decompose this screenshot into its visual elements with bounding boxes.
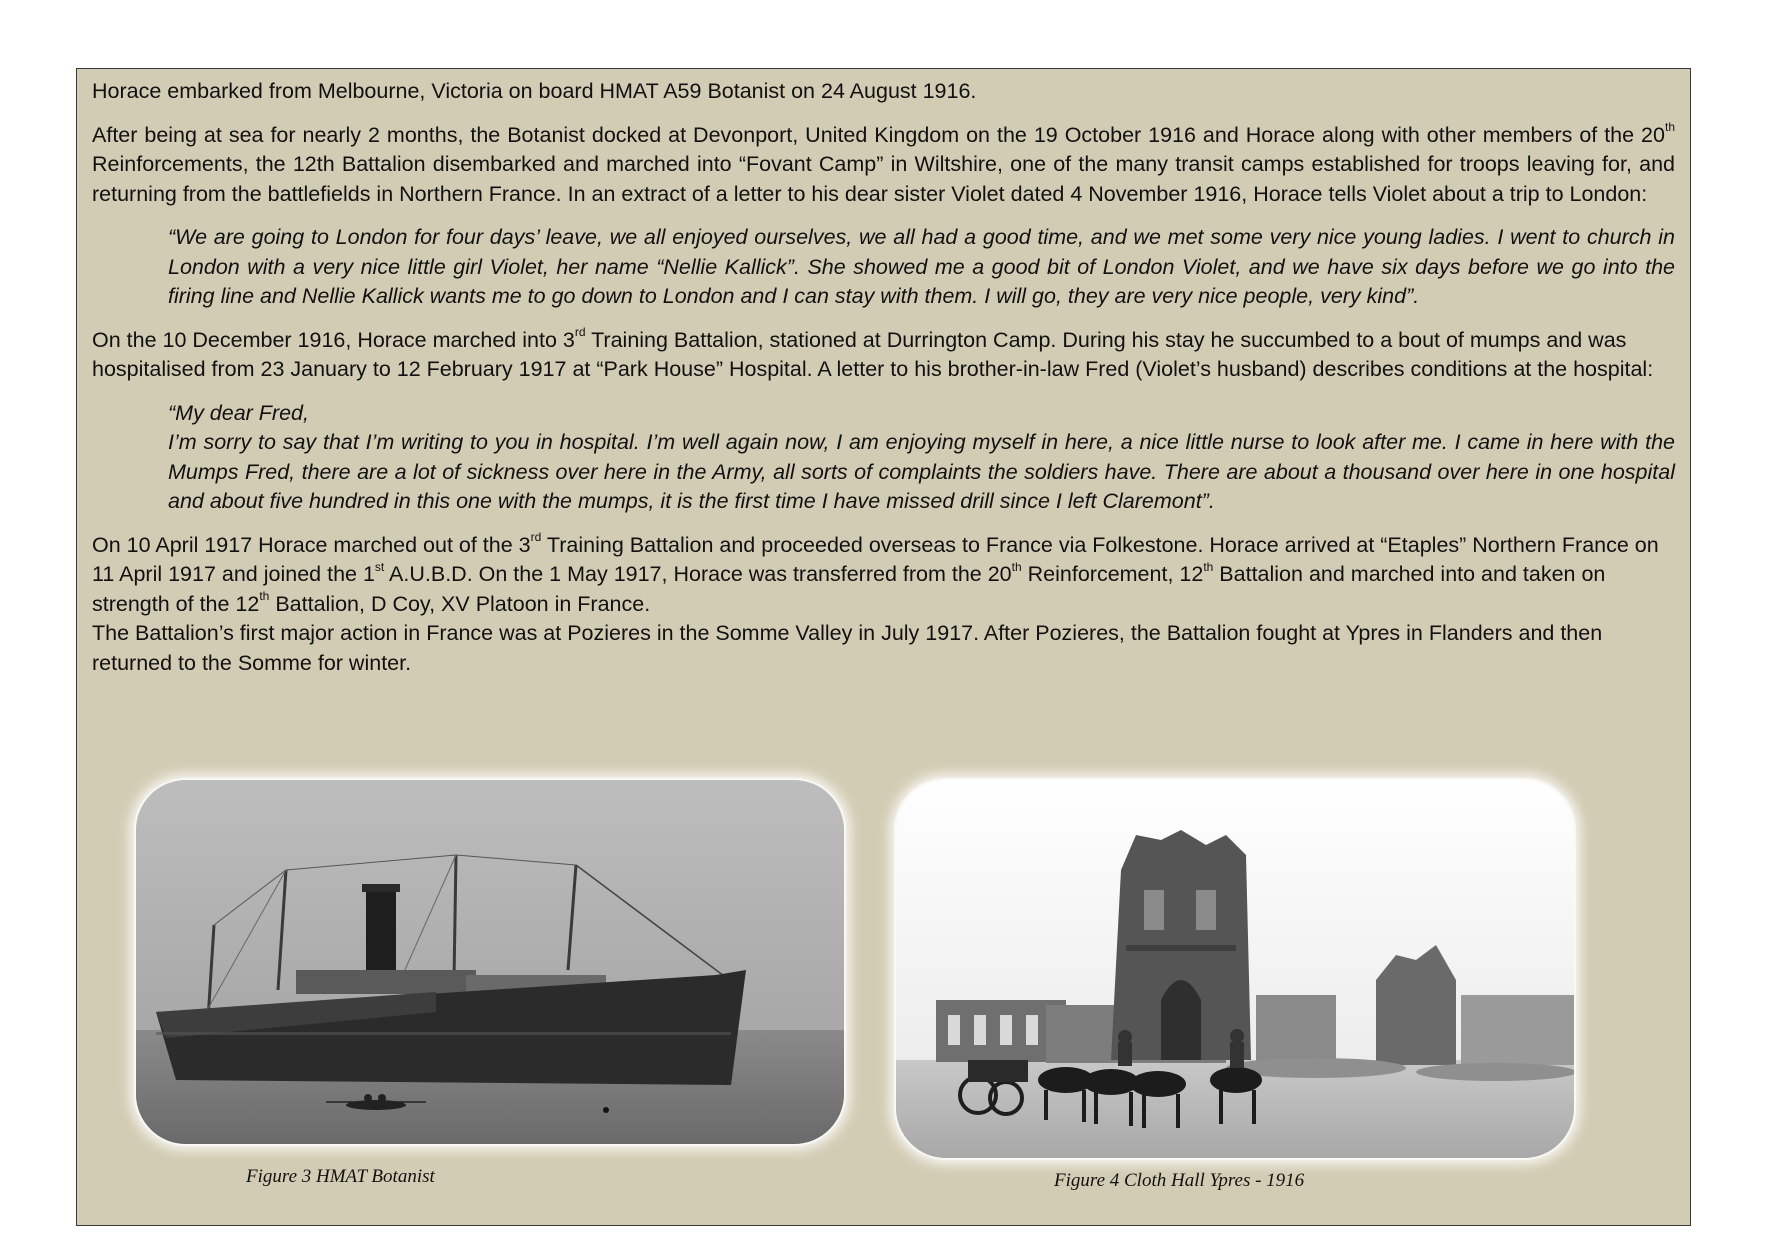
- figure-hmat-botanist: [136, 780, 844, 1187]
- photo-ship: [136, 780, 844, 1144]
- photo-ruins: [896, 780, 1574, 1158]
- paragraph-pozieres: The Battalion’s first major action in France was at Pozieres in the Somme Valley in July 1917. After Pozieres, the Battalion fought at Ypres in Flanders and then returned to the Somme for winter.: [92, 621, 1603, 675]
- quote-salutation: “My dear Fred,: [168, 400, 309, 425]
- figure-4-caption: Figure 4 Cloth Hall Ypres - 1916: [1054, 1170, 1305, 1191]
- figure-cloth-hall-ypres: [896, 780, 1574, 1191]
- quote-hospital-letter: [168, 399, 1675, 517]
- ruins-image: [896, 780, 1574, 1158]
- paragraph-devonport: After being at sea for nearly 2 months, the Botanist docked at Devonport, United Kingdom on the 19 October 1916 and Horace along with other members of the 20th Reinforcements, the 12th Battalion disembarked and marched into “Fovant Camp” in Wiltshire, one of the many transit camps established for troops leaving for, and returning from the battlefields in Northern France. In an extract of a letter to his dear sister Violet dated 4 November 1916, Horace tells Violet about a trip to London:: [92, 120, 1675, 206]
- ship-image: [136, 780, 844, 1144]
- quote-london-letter: “We are going to London for four days’ leave, we all enjoyed ourselves, we all had a good time, and we met some very nice young ladies. I went to church in London with a very nice little girl Violet, her name “Nellie Kallick”. She showed me a good bit of London Violet, and we have six days before we go into the firing line and Nellie Kallick wants me to go down to London and I can stay with them. I will go, they are very nice people, very kind”.: [168, 225, 1675, 308]
- figure-3-caption: Figure 3 HMAT Botanist: [246, 1166, 435, 1187]
- paragraph-durrington: On the 10 December 1916, Horace marched into 3rd Training Battalion, stationed at Durrington Camp. During his stay he succumbed to a bout of mumps and was hospitalised from 23 January to 12 February 1917 at “Park House” Hospital. A letter to his brother-in-law Fred (Violet’s husband) describes conditions at the hospital:: [92, 325, 1654, 381]
- quote-body: I’m sorry to say that I’m writing to you in hospital. I’m well again now, I am enjoying myself in here, a nice little nurse to look after me. I came in here with the Mumps Fred, there are a lot of sickness over here in the Army, all sorts of complaints the soldiers have. There are about a thousand over here in one hospital and about five hundred in this one with the mumps, it is the first time I have missed drill since I left Claremont”.: [168, 430, 1675, 513]
- paragraph-embarkation: Horace embarked from Melbourne, Victoria on board HMAT A59 Botanist on 24 August 1916.: [92, 79, 977, 103]
- paragraph-france: On 10 April 1917 Horace marched out of the 3rd Training Battalion and proceeded overseas to France via Folkestone. Horace arrived at “Etaples” Northern France on 11 April 1917 and joined the 1st A.U.B.D. On the 1 May 1917, Horace was transferred from the 20th Reinforcement, 12th Battalion and marched into and taken on strength of the 12th Battalion, D Coy, XV Platoon in France.: [92, 530, 1659, 616]
